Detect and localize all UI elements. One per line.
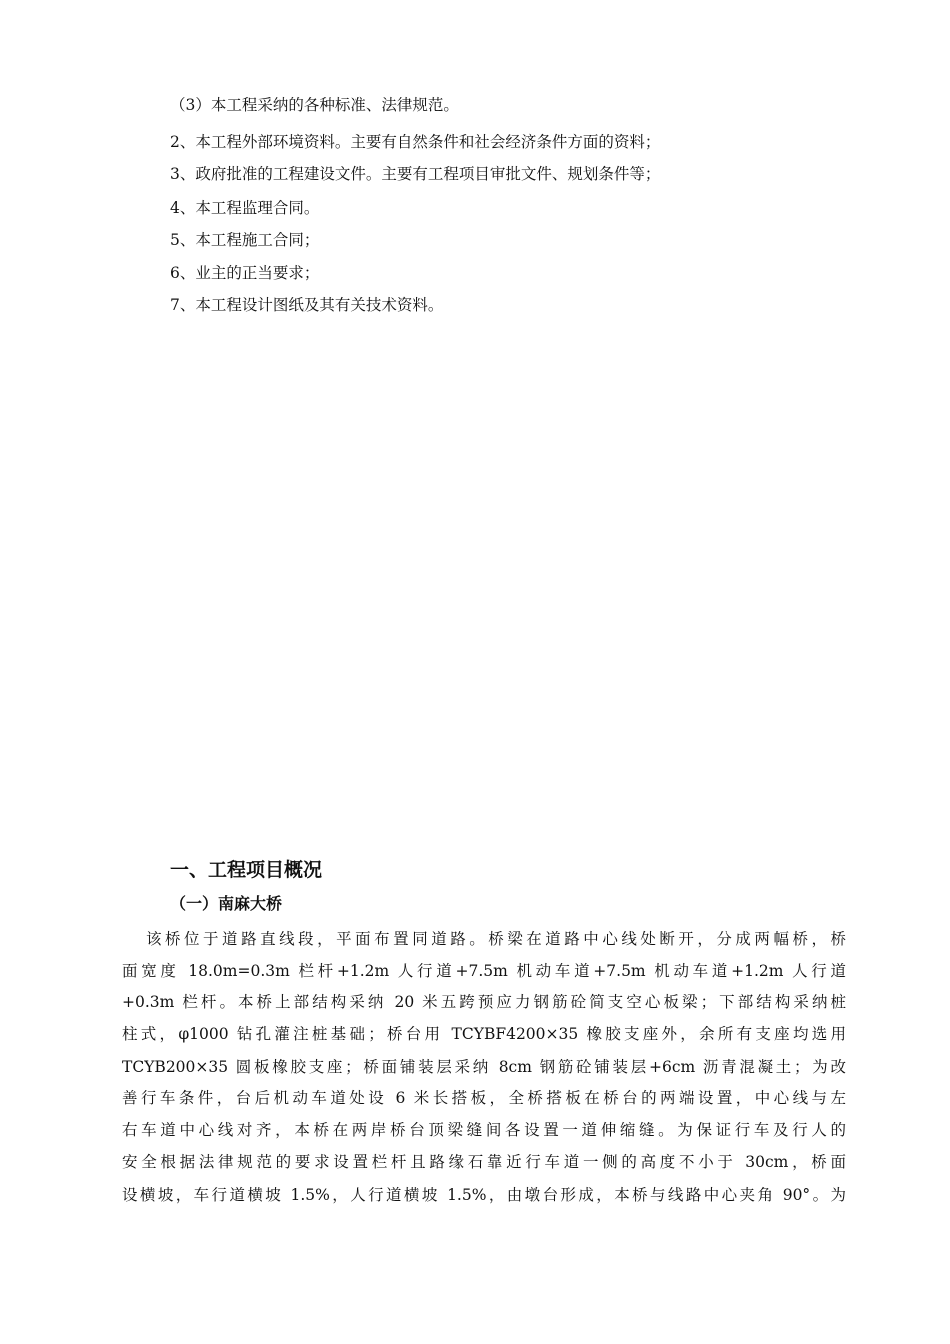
paragraph-line: TCYB200×35 圆板橡胶支座；桥面铺装层采纳 8cm 钢筋砼铺装层+6cm 沥青混凝土；为改 [122,1058,846,1076]
basis-item-design-drawings: 7、本工程设计图纸及其有关技术资料。 [170,296,444,314]
paragraph-line: 该桥位于道路直线段，平面布置同道路。桥梁在道路中心线处断开，分成两幅桥，桥 [146,930,846,948]
paragraph-line: 安全根据法律规范的要求设置栏杆且路缘石靠近行车道一侧的高度不小于 30cm，桥面 [122,1153,846,1171]
subsection-heading: （一）南麻大桥 [170,894,283,913]
basis-item-construction-contract: 5、本工程施工合同； [170,231,320,249]
paragraph-line: 善行车条件，台后机动车道处设 6 米长搭板，全桥搭板在桥台的两端设置，中心线与左 [122,1089,846,1107]
paragraph-line: 柱式，φ1000 钻孔灌注桩基础；桥台用 TCYBF4200×35 橡胶支座外，余所有支座均选用 [122,1025,846,1043]
basis-item-supervision-contract: 4、本工程监理合同。 [170,199,320,217]
basis-item-standards: （3）本工程采纳的各种标准、法律规范。 [170,96,459,114]
paragraph-line: 面宽度 18.0m=0.3m 栏杆+1.2m 人行道+7.5m 机动车道+7.5m 机动车道+1.2m 人行道 [122,962,846,980]
basis-item-owner-requirements: 6、业主的正当要求； [170,264,320,282]
basis-item-environment: 2、本工程外部环境资料。主要有自然条件和社会经济条件方面的资料； [170,133,661,151]
paragraph-line: 设横坡，车行道横坡 1.5%，人行道横坡 1.5%，由墩台形成，本桥与线路中心夹角 90°。为 [122,1186,846,1204]
basis-item-government-files: 3、政府批准的工程建设文件。主要有工程项目审批文件、规划条件等； [170,165,661,183]
section-heading: 一、工程项目概况 [170,859,323,881]
paragraph-line: 右车道中心线对齐，本桥在两岸桥台顶梁缝间各设置一道伸缩缝。为保证行车及行人的 [122,1121,846,1139]
paragraph-line: +0.3m 栏杆。本桥上部结构采纳 20 米五跨预应力钢筋砼简支空心板梁；下部结构采纳桩 [122,993,846,1011]
